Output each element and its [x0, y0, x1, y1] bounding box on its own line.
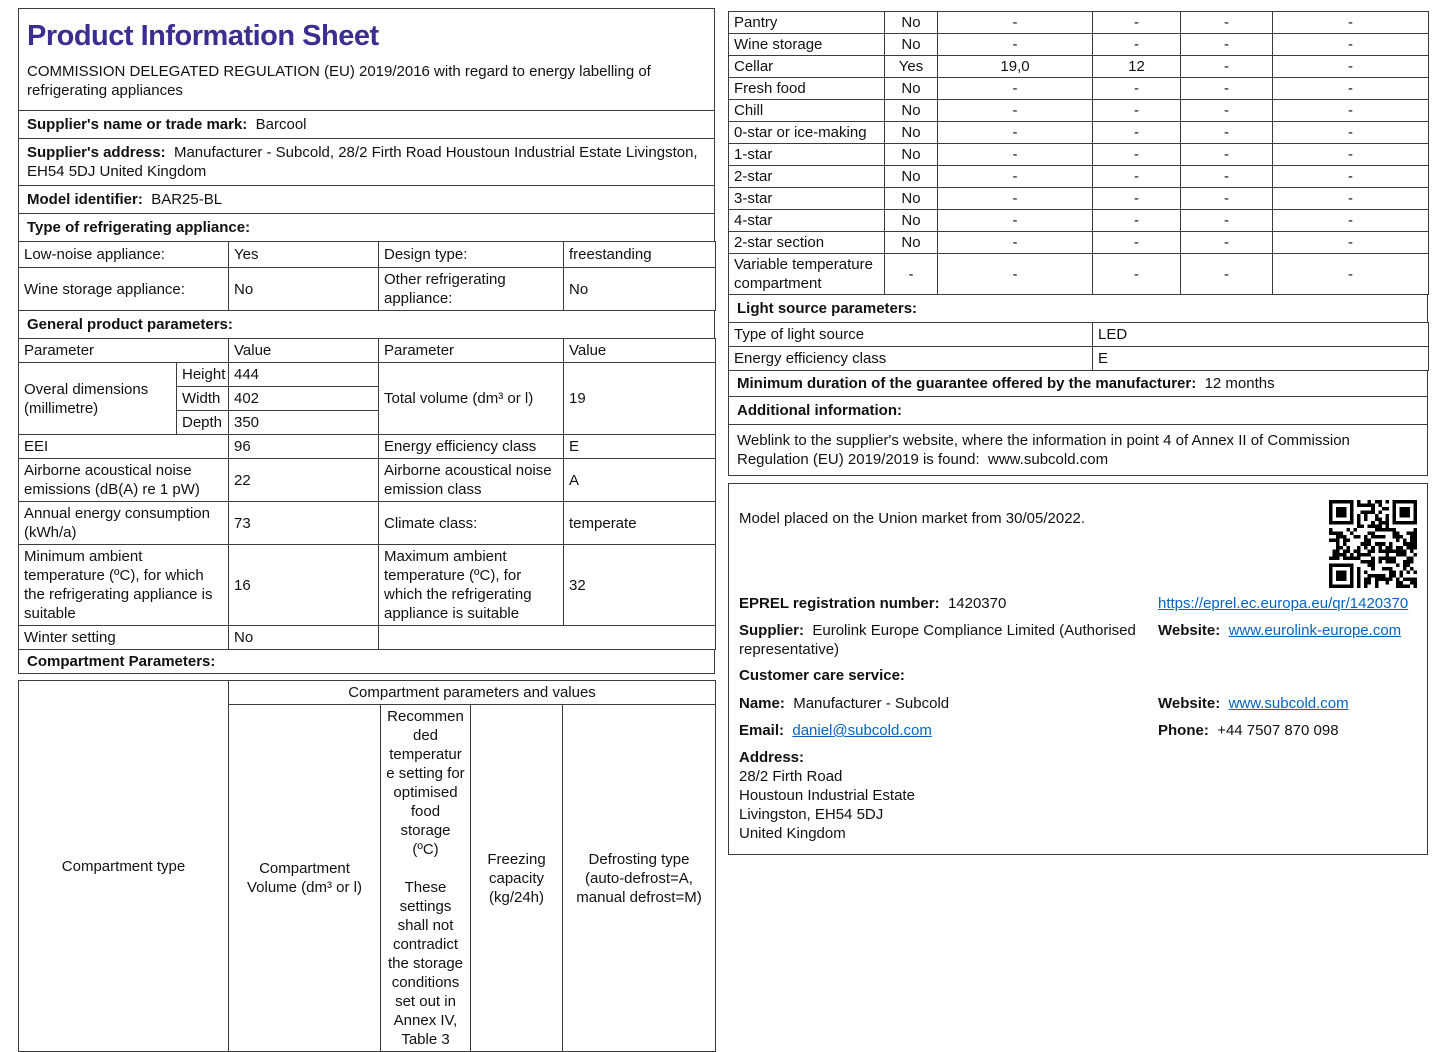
address-line: United Kingdom — [739, 825, 846, 842]
supplier-name-value: Barcool — [255, 116, 307, 133]
compartment-freezing: - — [1181, 232, 1273, 254]
address-line: Livingston, EH54 5DJ — [739, 806, 884, 823]
parameter-label: Energy efficiency class — [379, 435, 564, 459]
compartment-temp: - — [1093, 12, 1181, 34]
model-identifier-label: Model identifier: — [27, 191, 143, 208]
parameter-value: 73 — [229, 502, 379, 545]
defrosting-type-header: Defrosting type (auto-defrost=A, manual defrost=M) — [563, 705, 716, 1052]
compartment-freezing: - — [1181, 12, 1273, 34]
parameter-label: Airborne acoustical noise emission class — [379, 459, 564, 502]
light-param-value: LED — [1093, 323, 1429, 347]
compartment-values-table — [728, 11, 1429, 295]
compartment-freezing: - — [1181, 210, 1273, 232]
compartment-defrost: - — [1273, 122, 1429, 144]
qr-code — [1329, 500, 1417, 588]
eprel-link[interactable]: https://eprel.ec.europa.eu/qr/1420370 — [1158, 595, 1409, 612]
compartment-freezing: - — [1181, 166, 1273, 188]
compartment-volume: - — [938, 188, 1093, 210]
compartment-volume: - — [938, 232, 1093, 254]
compartment-section-heading: Compartment Parameters: — [18, 649, 715, 674]
compartment-temp: - — [1093, 144, 1181, 166]
total-volume-value: 19 — [564, 363, 716, 435]
compartment-temp: - — [1093, 100, 1181, 122]
dimension-value: 444 — [229, 363, 379, 387]
type-row-label: Other refrigerating appliance: — [379, 268, 564, 311]
compartment-freezing: - — [1181, 56, 1273, 78]
total-volume-label: Total volume (dm³ or l) — [379, 363, 564, 435]
name-value: Manufacturer - Subcold — [793, 695, 950, 712]
compartment-freezing: - — [1181, 78, 1273, 100]
compartment-volume: - — [938, 166, 1093, 188]
compartment-type: 4-star — [729, 210, 885, 232]
compartment-row — [729, 188, 1429, 210]
dimension-value: 402 — [229, 387, 379, 411]
model-identifier-value: BAR25-BL — [151, 191, 223, 208]
general-parameters-table — [18, 338, 716, 650]
type-row-value: No — [229, 268, 379, 311]
compartment-volume: - — [938, 100, 1093, 122]
compartment-defrost: - — [1273, 210, 1429, 232]
compartment-span-header: Compartment parameters and values — [229, 681, 716, 705]
compartment-temp: - — [1093, 210, 1181, 232]
compartment-defrost: - — [1273, 34, 1429, 56]
general-section-heading: General product parameters: — [18, 310, 715, 339]
light-section-heading: Light source parameters: — [728, 294, 1428, 323]
compartment-defrost: - — [1273, 144, 1429, 166]
compartment-row — [729, 122, 1429, 144]
customer-care-heading: Customer care service: — [739, 667, 905, 684]
table-header-row — [19, 339, 716, 363]
model-identifier-row — [18, 185, 715, 214]
address-line: 28/2 Firth Road — [739, 768, 843, 785]
compartment-type: Fresh food — [729, 78, 885, 100]
email-phone-row — [739, 721, 1417, 740]
parameter-value: E — [564, 435, 716, 459]
phone-label: Phone: — [1158, 722, 1209, 739]
light-param-label: Type of light source — [729, 323, 1093, 347]
supplier-value: Eurolink Europe Compliance Limited (Authorised representative) — [739, 622, 1136, 658]
compartment-freezing: - — [1181, 34, 1273, 56]
table-row — [19, 502, 716, 545]
light-param-label: Energy efficiency class — [729, 347, 1093, 371]
guarantee-label: Minimum duration of the guarantee offered by the manufacturer: — [737, 375, 1197, 392]
supplier-address-label: Supplier's address: — [27, 144, 166, 161]
compartment-defrost: - — [1273, 56, 1429, 78]
eprel-label: EPREL registration number: — [739, 595, 940, 612]
supplier-address-value: Manufacturer - Subcold, 28/2 Firth Road Houstoun Industrial Estate Livingston, EH54 5DJ United Kingdom — [27, 144, 698, 180]
table-row — [729, 323, 1429, 347]
compartment-row — [729, 12, 1429, 34]
compartment-row — [729, 166, 1429, 188]
table-row — [19, 268, 716, 311]
compartment-type: 2-star — [729, 166, 885, 188]
dimension-name: Depth — [177, 411, 229, 435]
type-row-label: Low-noise appliance: — [19, 242, 229, 268]
compartment-present: - — [885, 254, 938, 295]
compartment-defrost: - — [1273, 232, 1429, 254]
compartment-temp: - — [1093, 232, 1181, 254]
parameter-label: Winter setting — [19, 626, 229, 650]
compartment-type: Pantry — [729, 12, 885, 34]
title-box — [18, 8, 715, 111]
dimension-name: Height — [177, 363, 229, 387]
dimensions-label: Overal dimensions (millimetre) — [19, 363, 177, 435]
compartment-row — [729, 254, 1429, 295]
compartment-defrost: - — [1273, 188, 1429, 210]
supplier-name-row — [18, 110, 715, 139]
column-header: Value — [229, 339, 379, 363]
light-source-table — [728, 322, 1429, 371]
table-row — [19, 435, 716, 459]
parameter-label: Maximum ambient temperature (ºC), for which the refrigerating appliance is suitable — [379, 545, 564, 626]
temp-header-part2: These settings shall not contradict the storage conditions set out in Annex IV, Table 3 — [387, 879, 464, 1048]
compartment-freezing: - — [1181, 188, 1273, 210]
type-table — [18, 241, 716, 311]
address-line: Houstoun Industrial Estate — [739, 787, 915, 804]
column-header: Value — [564, 339, 716, 363]
light-param-value: E — [1093, 347, 1429, 371]
compartment-row — [729, 144, 1429, 166]
supplier-row — [739, 621, 1417, 659]
compartment-present: No — [885, 34, 938, 56]
supplier-label: Supplier: — [739, 622, 805, 639]
compartment-type: Cellar — [729, 56, 885, 78]
compartment-type: Wine storage — [729, 34, 885, 56]
compartment-defrost: - — [1273, 100, 1429, 122]
compartment-temp: 12 — [1093, 56, 1181, 78]
eurolink-website-link[interactable]: www.eurolink-europe.com — [1228, 622, 1402, 639]
type-row-label: Design type: — [379, 242, 564, 268]
compartment-present: No — [885, 188, 938, 210]
compartment-row — [729, 56, 1429, 78]
table-row — [19, 242, 716, 268]
subcold-website-link[interactable]: www.subcold.com — [1228, 695, 1349, 712]
compartment-volume: - — [938, 12, 1093, 34]
market-info-box — [728, 483, 1428, 855]
column-header: Parameter — [19, 339, 229, 363]
parameter-value: 32 — [564, 545, 716, 626]
parameter-value: No — [229, 626, 379, 650]
table-row — [19, 459, 716, 502]
compartment-type: 2-star section — [729, 232, 885, 254]
compartment-defrost: - — [1273, 166, 1429, 188]
compartment-temp: - — [1093, 34, 1181, 56]
compartment-temp: - — [1093, 254, 1181, 295]
table-row — [729, 347, 1429, 371]
weblink-text: Weblink to the supplier's website, where the information in point 4 of Annex II of Commission Regulation (EU) 2019/2019 is found: — [737, 432, 1350, 468]
parameter-value: 96 — [229, 435, 379, 459]
parameter-value: 22 — [229, 459, 379, 502]
compartment-present: No — [885, 144, 938, 166]
guarantee-value: 12 months — [1204, 375, 1275, 392]
compartment-present: Yes — [885, 56, 938, 78]
parameter-label: EEI — [19, 435, 229, 459]
compartment-volume: - — [938, 78, 1093, 100]
temp-header-part1: Recommended temperature setting for optimised food storage (ºC) — [386, 708, 465, 858]
left-page-column — [18, 8, 715, 1052]
additional-info-heading: Additional information: — [728, 396, 1428, 425]
compartment-present: No — [885, 78, 938, 100]
weblink-url: www.subcold.com — [988, 451, 1109, 468]
table-row — [19, 363, 716, 387]
eprel-number: 1420370 — [947, 595, 1007, 612]
freezing-capacity-header: Freezing capacity (kg/24h) — [471, 705, 563, 1052]
supplier-name-label: Supplier's name or trade mark: — [27, 116, 248, 133]
empty-cell — [379, 626, 716, 650]
compartment-defrost: - — [1273, 12, 1429, 34]
type-row-label: Wine storage appliance: — [19, 268, 229, 311]
compartment-temp: - — [1093, 122, 1181, 144]
type-row-value: No — [564, 268, 716, 311]
compartment-present: No — [885, 100, 938, 122]
compartment-type-header: Compartment type — [19, 681, 229, 1052]
compartment-row — [729, 210, 1429, 232]
email-link[interactable]: daniel@subcold.com — [792, 722, 932, 739]
compartment-present: No — [885, 122, 938, 144]
dimension-name: Width — [177, 387, 229, 411]
compartment-present: No — [885, 232, 938, 254]
name-label: Name: — [739, 695, 785, 712]
compartment-type: 3-star — [729, 188, 885, 210]
compartment-header-table — [18, 680, 716, 1052]
name-website-row — [739, 694, 1417, 713]
regulation-subtitle: COMMISSION DELEGATED REGULATION (EU) 2019/2016 with regard to energy labelling of refrigerating appliances — [27, 63, 651, 99]
parameter-value: 16 — [229, 545, 379, 626]
table-row — [19, 626, 716, 650]
type-row-value: freestanding — [564, 242, 716, 268]
right-page-column — [728, 11, 1428, 855]
parameter-value: temperate — [564, 502, 716, 545]
compartment-volume-header: Compartment Volume (dm³ or l) — [229, 705, 381, 1052]
guarantee-row — [728, 370, 1428, 397]
compartment-present: No — [885, 166, 938, 188]
compartment-freezing: - — [1181, 122, 1273, 144]
compartment-row — [729, 100, 1429, 122]
compartment-temp-header — [381, 705, 471, 1052]
compartment-temp: - — [1093, 188, 1181, 210]
address-label: Address: — [739, 749, 805, 766]
type-row-value: Yes — [229, 242, 379, 268]
table-row — [19, 545, 716, 626]
compartment-present: No — [885, 12, 938, 34]
parameter-label: Annual energy consumption (kWh/a) — [19, 502, 229, 545]
supplier-address-row — [18, 138, 715, 186]
compartment-row — [729, 34, 1429, 56]
compartment-volume: - — [938, 210, 1093, 232]
compartment-volume: - — [938, 122, 1093, 144]
page-title: Product Information Sheet — [27, 20, 379, 52]
website-label: Website: — [1158, 622, 1221, 639]
parameter-value: A — [564, 459, 716, 502]
compartment-present: No — [885, 210, 938, 232]
phone-value: +44 7507 870 098 — [1217, 722, 1339, 739]
address-block — [739, 748, 1417, 843]
compartment-temp: - — [1093, 166, 1181, 188]
table-header-row — [19, 681, 716, 705]
compartment-volume: 19,0 — [938, 56, 1093, 78]
compartment-volume: - — [938, 34, 1093, 56]
compartment-defrost: - — [1273, 78, 1429, 100]
dimension-value: 350 — [229, 411, 379, 435]
compartment-volume: - — [938, 254, 1093, 295]
weblink-row — [728, 424, 1428, 476]
compartment-freezing: - — [1181, 144, 1273, 166]
eprel-row — [739, 594, 1417, 613]
parameter-label: Airborne acoustical noise emissions (dB(A) re 1 pW) — [19, 459, 229, 502]
compartment-defrost: - — [1273, 254, 1429, 295]
compartment-type: 1-star — [729, 144, 885, 166]
compartment-freezing: - — [1181, 100, 1273, 122]
compartment-freezing: - — [1181, 254, 1273, 295]
parameter-label: Minimum ambient temperature (ºC), for which the refrigerating appliance is suitable — [19, 545, 229, 626]
compartment-volume: - — [938, 144, 1093, 166]
type-section-heading: Type of refrigerating appliance: — [18, 213, 715, 242]
website-label: Website: — [1158, 695, 1221, 712]
compartment-temp: - — [1093, 78, 1181, 100]
compartment-type: Chill — [729, 100, 885, 122]
compartment-row — [729, 232, 1429, 254]
column-header: Parameter — [379, 339, 564, 363]
compartment-type: 0-star or ice-making — [729, 122, 885, 144]
compartment-type: Variable temperature compartment — [729, 254, 885, 295]
parameter-label: Climate class: — [379, 502, 564, 545]
email-label: Email: — [739, 722, 785, 739]
compartment-row — [729, 78, 1429, 100]
placed-on-market-text: Model placed on the Union market from 30/05/2022. — [739, 510, 1086, 527]
